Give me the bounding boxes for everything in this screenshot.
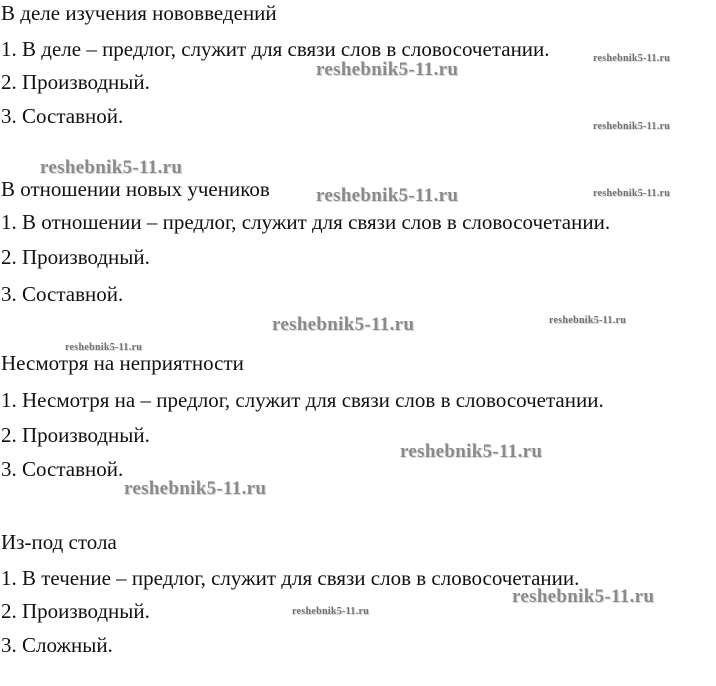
watermark: reshebnik5-11.ru <box>124 478 267 499</box>
watermark: reshebnik5-11.ru <box>593 121 671 132</box>
watermark: reshebnik5-11.ru <box>40 157 183 178</box>
watermark: reshebnik5-11.ru <box>316 59 459 80</box>
watermark: reshebnik5-11.ru <box>549 315 627 326</box>
watermark: reshebnik5-11.ru <box>316 185 459 206</box>
watermark: reshebnik5-11.ru <box>512 586 655 607</box>
watermark: reshebnik5-11.ru <box>400 441 543 462</box>
watermark: reshebnik5-11.ru <box>593 188 671 199</box>
block-1-line-2: 2. Производный. <box>1 70 150 94</box>
watermark: reshebnik5-11.ru <box>65 342 143 353</box>
block-2-line-2: 2. Производный. <box>1 245 150 269</box>
watermark: reshebnik5-11.ru <box>292 606 370 617</box>
block-3-title: Несмотря на неприятности <box>1 351 244 375</box>
block-2-line-1: 1. В отношении – предлог, служит для связи слов в словосочетании. <box>1 210 611 234</box>
block-4-line-2: 2. Производный. <box>1 599 150 623</box>
block-4-line-3: 3. Сложный. <box>1 633 113 657</box>
block-1-line-1: 1. В деле – предлог, служит для связи слов в словосочетании. <box>1 37 550 61</box>
block-1-line-3: 3. Составной. <box>1 104 124 128</box>
block-2-line-3: 3. Составной. <box>1 282 124 306</box>
block-4-title: Из-под стола <box>1 530 117 554</box>
watermark: reshebnik5-11.ru <box>593 53 671 64</box>
block-3-line-2: 2. Производный. <box>1 423 150 447</box>
block-2-title: В отношении новых учеников <box>1 177 270 201</box>
watermark: reshebnik5-11.ru <box>272 314 415 335</box>
block-3-line-3: 3. Составной. <box>1 457 124 481</box>
block-1-title: В деле изучения нововведений <box>1 1 277 25</box>
block-3-line-1: 1. Несмотря на – предлог, служит для связи слов в словосочетании. <box>1 388 604 412</box>
block-4-line-1: 1. В течение – предлог, служит для связи слов в словосочетании. <box>1 566 580 590</box>
